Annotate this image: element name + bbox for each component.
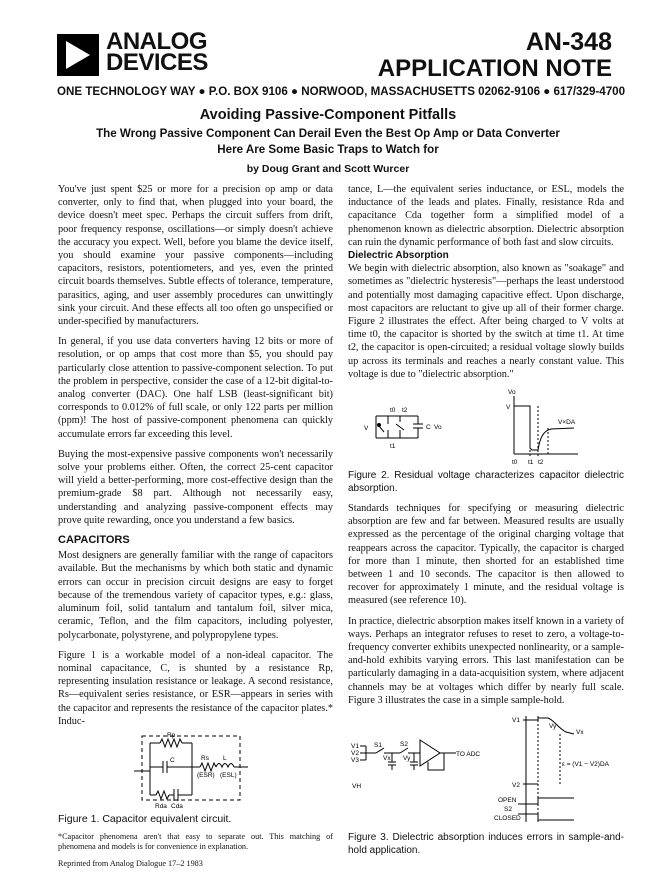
brand-line-2: DEVICES	[106, 49, 208, 76]
left-column	[58, 183, 333, 876]
label-c: C	[170, 756, 175, 764]
label-error-formula: ε = (V1 − V2)DA	[562, 761, 609, 769]
label-vy: Vy	[403, 755, 411, 763]
label-closed: CLOSED	[494, 815, 521, 823]
reprint-notice: Reprinted from Analog Dialogue 17–2 1983	[58, 859, 203, 869]
figure-1-capacitor-equivalent-circuit	[58, 731, 333, 811]
timing-label-s2: S2	[504, 806, 512, 814]
axis-label-t2: t2	[538, 459, 544, 467]
label-to-adc: TO ADC	[456, 751, 481, 759]
paragraph: We begin with dielectric absorption, also known as "soakage" and sometimes as "dielectric hysteresis"—perhaps the least understood and potentially most damaging capacitive effect. Upon discharge, most capacitors are reluctant to give up all of their former charge. Figure 2 illustrates the effect. After being charged to V volts at time t0, the capacitor is shorted by the switch at time t1. At time t2, the capacitor is open-circuited; a residual voltage slowly builds up across its terminals and reaches a nearly constant value. This voltage is due to "dielectric absorption."	[348, 263, 624, 380]
section-heading-capacitors: CAPACITORS	[58, 534, 130, 547]
timing-label-vx: Vx	[576, 729, 584, 737]
article-subtitle-line-2: Here Are Some Basic Traps to Watch for	[217, 143, 439, 156]
article-subtitle-line-1: The Wrong Passive Component Can Derail Even the Best Op Amp or Data Converter	[96, 127, 560, 140]
axis-label-v: V	[506, 404, 511, 412]
paragraph: In general, if you use data converters having 12 bits or more of resolution, or op amps that cost more than $5, you should pay particularly close attention to passive-component selection. To put the problem in perspective, consider the case of a 12-bit digital-to-analog converter (DAC). One half LSB (least-significant bit) corresponds to 0.012% of full scale, or only 122 parts per million (ppm)! The host of passive-component phenomena can quickly accumulate errors far exceeding this level.	[58, 336, 333, 440]
label-vo: Vo	[434, 424, 442, 432]
paragraph: In practice, dielectric absorption makes itself known in a variety of ways. Perhaps an integrator refuses to reset to zero, a voltage-to-frequency converter exhibits unexpected nonlinearity, or a sample-and-hold exhibits varying errors. This last manifestation can be particularly damaging in a data-acquisition system, where adjacent channels may be at voltages which differ by nearly full scale. Figure 3 illustrates the case in a simple sample-hold.	[348, 615, 624, 706]
label-v1: V1	[351, 743, 359, 751]
label-v2: V2	[351, 750, 359, 758]
figure-3-caption: Figure 3. Dielectric absorption induces errors in sample-and-hold application.	[348, 832, 624, 856]
label-open: OPEN	[498, 797, 517, 805]
label-cda: Cda	[171, 802, 183, 810]
article-title: Avoiding Passive-Component Pitfalls	[199, 107, 457, 123]
label-vh: VH	[352, 783, 362, 791]
label-t1: t1	[390, 443, 396, 451]
axis-label-t1: t1	[528, 459, 534, 467]
label-esl: (ESL)	[220, 771, 237, 779]
label-t0: t0	[390, 407, 396, 415]
label-rda: Rda	[155, 802, 167, 810]
label-t2: t2	[402, 407, 408, 415]
byline: by Doug Grant and Scott Wurcer	[246, 163, 410, 175]
label-esr: (ESR)	[197, 771, 215, 779]
label-l: L	[223, 754, 227, 762]
analog-devices-logo-icon	[57, 34, 99, 76]
paragraph: Standards techniques for specifying or measuring dielectric absorption are few and far between. Measured results are usually expressed as the percentage of the original charging voltage that reappears across the capacitor. Typically, the capacitor is charged for more than 1 minute, then shorted for an established time between 1 and 10 seconds. The capacitor is then allowed to recover for approximately 1 minute, and the residual voltage is measured (see reference 10).	[348, 503, 624, 607]
company-address: ONE TECHNOLOGY WAY ● P.O. BOX 9106 ● NORWOOD, MASSACHUSETTS 02062-9106 ● 617/329-4700	[57, 85, 626, 98]
label-v: V	[364, 425, 369, 433]
footnote: *Capacitor phenomena aren't that easy to separate out. This matching of phenomena and models is for convenience in explanation.	[58, 832, 333, 852]
figure-2-caption: Figure 2. Residual voltage characterizes capacitor dielectric absorption.	[348, 470, 624, 494]
paragraph: Figure 1 is a workable model of a non-ideal capacitor. The nominal capacitance, C, is shunted by a resistance Rp, representing insulation resistance or leakage. A second resistance, Rs—equivalent series resistance, or ESR—appears in series with the capacitor and represents the resistance of the capacitor plates.* Induc-	[58, 649, 333, 727]
label-s1: S1	[374, 742, 382, 750]
paragraph: tance, L—the equivalent series inductance, or ESL, models the inductance of the leads and plates. Finally, resistance Rda and capacitance Cda together form a simplified model of a phenomenon known as dielectric absorption. Dielectric absorption can ruin the dynamic performance of both fast and slow circuits.	[348, 184, 624, 248]
timing-label-v1: V1	[512, 717, 520, 725]
application-note-number: AN-348	[525, 28, 612, 56]
brand-name	[106, 28, 208, 76]
label-c: C	[426, 424, 431, 432]
axis-label-t0: t0	[512, 459, 518, 467]
figure-2-dielectric-absorption-diagram	[348, 388, 624, 468]
axis-label-vo: Vo	[508, 389, 516, 397]
label-rp: Rp	[167, 731, 176, 739]
right-column	[348, 183, 624, 864]
label-rs: Rs	[201, 754, 209, 762]
paragraph: Buying the most-expensive passive components won't necessarily solve your problems either. Often, the correct 25-cent capacitor will yield a better-performing, more cost-effective design than the premium-grade $8 part. Although not necessarily easy, understanding and analyzing passive-component effects may prove quite rewarding, once you understand a few basics.	[58, 448, 333, 526]
figure-1-caption: Figure 1. Capacitor equivalent circuit.	[58, 812, 232, 825]
application-note-label: APPLICATION NOTE	[377, 55, 612, 82]
paragraph: Most designers are generally familiar with the range of capacitors available. But the mechanisms by which both static and dynamic errors can occur in precision circuit designs are easy to forget because of the tremendous variety of capacitor types, e.g.: glass, aluminum foil, solid tantalum and tantalum foil, silver mica, ceramic, Teflon, and the film capacitors, including polyester, polycarbonate, polystyrene, and polypropylene types.	[58, 550, 333, 641]
timing-label-vy: Vy	[549, 723, 557, 731]
label-s2: S2	[400, 741, 408, 749]
section-heading-dielectric-absorption: Dielectric Absorption	[348, 250, 449, 262]
label-v3: V3	[351, 757, 359, 765]
label-v-times-da: V×DA	[558, 419, 576, 427]
brand-line-1: ANALOG	[106, 28, 207, 55]
label-vx: Vx	[383, 755, 391, 763]
timing-label-v2: V2	[512, 782, 520, 790]
figure-3-sample-hold-diagram	[348, 710, 624, 830]
paragraph: You've just spent $25 or more for a precision op amp or data converter, only to find that, when plugged into your board, the device doesn't meet spec. Perhaps the circuit suffers from drift, poor frequency response, oscillations—or simply doesn't achieve the accuracy you expect. Well, before you blame the device itself, you should examine your passive components—including capacitors, resistors, potentiometers, and yes, even the printed circuit boards themselves. Subtle effects of tolerance, temperature, parasitics, aging, and user assembly procedures can unwittingly sink your circuit. And these effects all too often go unspecified or under-specified by manufacturers.	[58, 184, 333, 328]
